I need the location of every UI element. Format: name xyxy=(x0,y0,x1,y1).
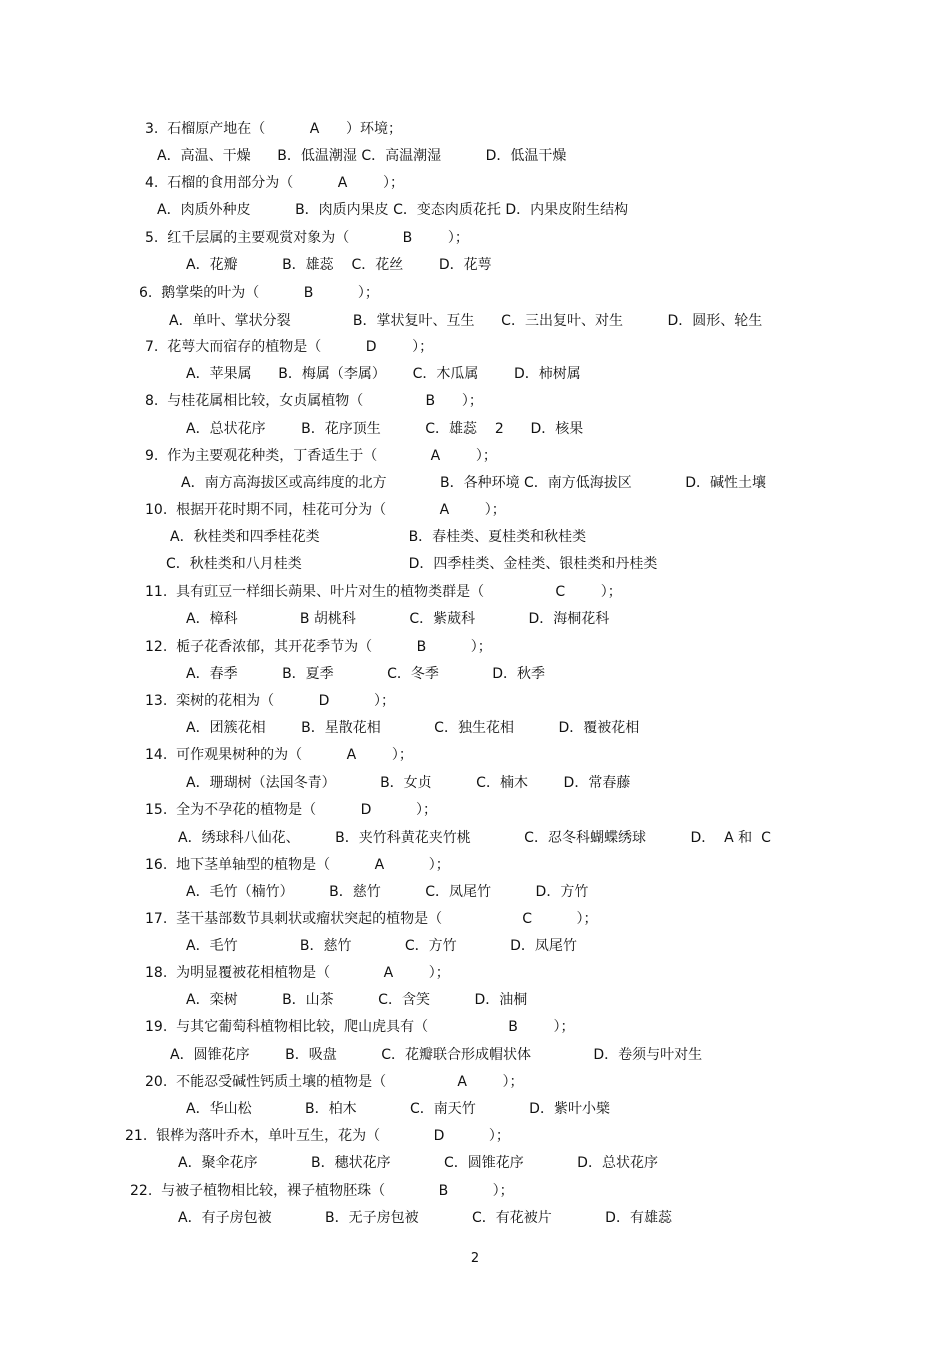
page-number: 2 xyxy=(470,1251,480,1266)
question-13: 13. 栾树的花相为（ D ）； xyxy=(145,693,395,709)
question-15: 15. 全为不孕花的植物是（ D ）； xyxy=(145,802,437,818)
question-12: 12. 栀子花香浓郁，其开花季节为（ B ）； xyxy=(145,639,492,655)
question-6: 6. 鹅掌柴的叶为（ B ）； xyxy=(139,285,379,301)
options-9: A．南方高海拔区或高纬度的北方 B．各种环境 C．南方低海拔区 D．碱性土壤 xyxy=(181,475,766,491)
options-12: A．春季 B．夏季 C．冬季 D．秋季 xyxy=(186,666,546,682)
question-17: 17. 茎干基部数节具刺状或瘤状突起的植物是（ C ）； xyxy=(145,911,598,927)
question-20: 20. 不能忍受碱性钙质土壤的植物是（ A ）； xyxy=(145,1074,524,1090)
options-3: A．高温、干燥 B．低温潮湿 C．高温潮湿 D．低温干燥 xyxy=(157,148,567,164)
options-15: A．绣球科八仙花、 B．夹竹科黄花夹竹桃 C．忍冬科蝴蝶绣球 D． A 和 C xyxy=(178,830,771,846)
options-11: A．樟科 B 胡桃科 C．紫葳科 D．海桐花科 xyxy=(186,611,610,627)
options-17: A．毛竹 B．慈竹 C．方竹 D．凤尾竹 xyxy=(186,938,577,954)
options-13: A．团簇花相 B．星散花相 C．独生花相 D．覆被花相 xyxy=(186,720,640,736)
question-3: 3. 石榴原产地在（ A ）环境； xyxy=(145,121,403,137)
options-10b: C．秋桂类和八月桂类 D．四季桂类、金桂类、银桂类和丹桂类 xyxy=(166,556,658,572)
options-4: A．肉质外种皮 B．肉质内果皮 C．变态肉质花托 D．内果皮附生结构 xyxy=(157,202,629,218)
options-21: A．聚伞花序 B．穗状花序 C．圆锥花序 D．总状花序 xyxy=(178,1155,658,1171)
question-11: 11. 具有豇豆一样细长蒴果、叶片对生的植物类群是（ C ）； xyxy=(145,584,622,600)
options-19: A．圆锥花序 B．吸盘 C．花瓣联合形成帽状体 D．卷须与叶对生 xyxy=(170,1047,703,1063)
question-7: 7. 花萼大而宿存的植物是（ D ）； xyxy=(145,339,434,355)
question-22: 22. 与被子植物相比较，裸子植物胚珠（ B ）； xyxy=(130,1183,514,1199)
question-5: 5. 红千层属的主要观赏对象为（ B ）； xyxy=(145,230,469,246)
question-16: 16. 地下茎单轴型的植物是（ A ）； xyxy=(145,857,450,873)
question-21: 21. 银桦为落叶乔木，单叶互生，花为（ D ）； xyxy=(125,1128,510,1144)
question-19: 19. 与其它葡萄科植物相比较，爬山虎具有（ B ）； xyxy=(145,1019,575,1035)
options-22: A．有子房包被 B．无子房包被 C．有花被片 D．有雄蕊 xyxy=(178,1210,672,1226)
question-14: 14. 可作观果树种的为（ A ）； xyxy=(145,747,413,763)
question-4: 4. 石榴的食用部分为（ A ）； xyxy=(145,175,404,191)
options-5: A．花瓣 B．雄蕊 C．花丝 D．花萼 xyxy=(186,257,492,273)
options-20: A．华山松 B．柏木 C．南天竹 D．紫叶小檗 xyxy=(186,1101,610,1117)
options-7: A．苹果属 B．梅属（李属） C．木瓜属 D．柿树属 xyxy=(186,366,581,382)
question-9: 9. 作为主要观花种类，丁香适生于（ A ）； xyxy=(145,448,497,464)
question-10: 10. 根据开花时期不同，桂花可分为（ A ）； xyxy=(145,502,506,518)
options-10a: A．秋桂类和四季桂花类 B．春桂类、夏桂类和秋桂类 xyxy=(170,529,587,545)
question-18: 18. 为明显覆被花相植物是（ A ）； xyxy=(145,965,450,981)
options-14: A．珊瑚树（法国冬青） B．女贞 C．楠木 D．常春藤 xyxy=(186,775,631,791)
options-16: A．毛竹（楠竹） B．慈竹 C．凤尾竹 D．方竹 xyxy=(186,884,589,900)
options-8: A．总状花序 B．花序顶生 C．雄蕊 2 D．核果 xyxy=(186,421,584,437)
question-8: 8. 与桂花属相比较，女贞属植物（ B ）； xyxy=(145,393,483,409)
options-18: A．栾树 B．山茶 C．含笑 D．油桐 xyxy=(186,992,528,1008)
options-6: A．单叶、掌状分裂 B．掌状复叶、互生 C．三出复叶、对生 D．圆形、轮生 xyxy=(169,313,763,329)
